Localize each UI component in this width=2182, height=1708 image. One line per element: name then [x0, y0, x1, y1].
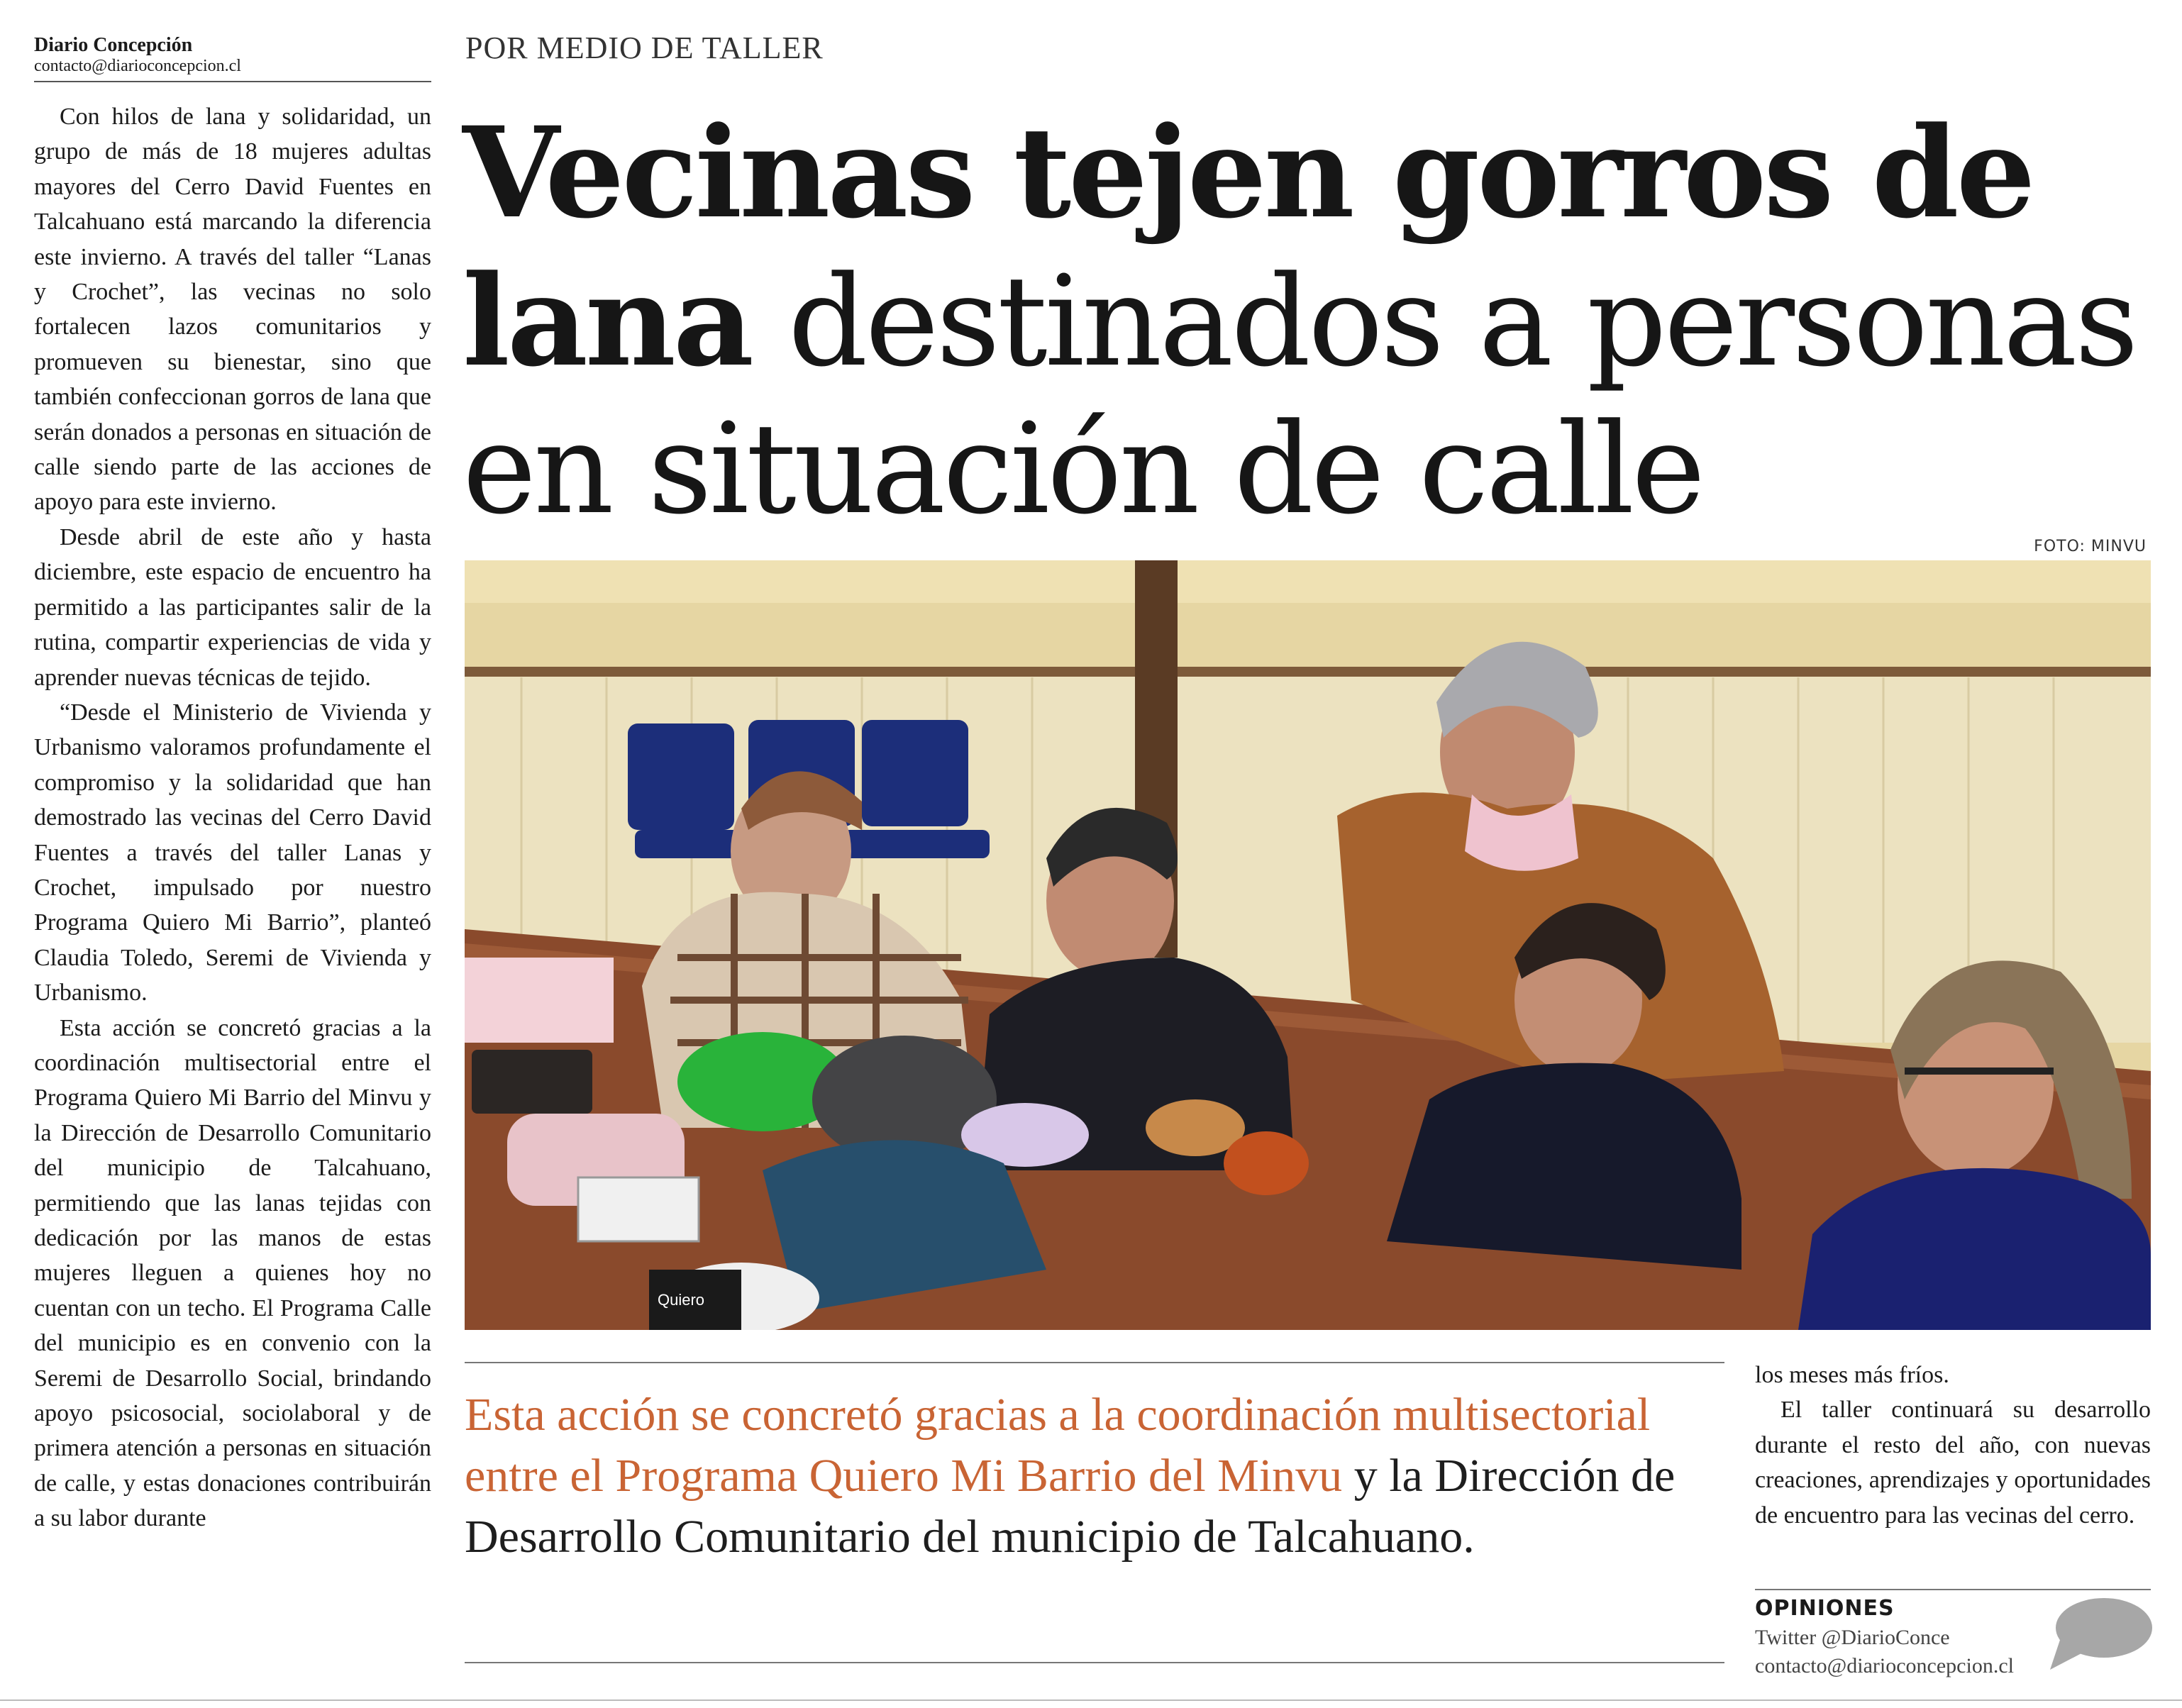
headline-regular: destinados a personas en situación de calle [463, 249, 2136, 542]
byline-email: contacto@diarioconcepcion.cl [34, 57, 241, 75]
article-body-left-column [34, 99, 431, 1681]
article-body-right-column [1755, 1358, 2151, 1533]
headline [463, 99, 2151, 543]
speech-bubble-icon [2047, 1596, 2154, 1674]
opinions-divider [1755, 1589, 2151, 1590]
publication-name: Diario Concepción [34, 34, 193, 56]
body-paragraph: El taller continuará su desarrollo durante el resto del año, con nuevas creaciones, aprendizajes y oportunidades de encuentro para las vecinas del cerro. [1755, 1397, 2151, 1529]
body-paragraph: Con hilos de lana y solidaridad, un grupo de más de 18 mujeres adultas mayores del Cerro David Fuentes en Talcahuano está marcando la diferencia este invierno. A través del taller “Lanas y Crochet”, las vecinas no solo fortalecen lazos comunitarios y promueven su bienestar, sino que también confeccionan gorros de lana que serán donados a personas en situación de calle siendo parte de las acciones de apoyo para este invierno. [34, 104, 431, 516]
photo-illustration [465, 560, 2151, 1330]
headline-bold: Vecinas tejen gorros de lana [463, 99, 2033, 394]
photo-credit: FOTO: MINVU [2034, 538, 2147, 555]
pull-quote [465, 1385, 1724, 1568]
page-bottom-rule [0, 1699, 2182, 1701]
pull-quote-rest: y la Dirección de Desarrollo Comunitario del municipio de Talcahuano. [465, 1450, 1676, 1563]
body-paragraph: Esta acción se concretó gracias a la coordinación multisectorial entre el Programa Quiero Mi Barrio del Minvu y la Dirección de Desarrollo Comunitario del municipio de Talcahuano, permitiendo que las lanas tejidas con dedicación por las manos de estas mujeres lleguen a quienes hoy no cuentan con un techo. El Programa Calle del municipio es en convenio con la Seremi de Desarrollo Social, brindando apoyo psicosocial, sociolaboral y de primera atención a personas en situación de calle, y estas donaciones contribuirán a su labor durante [34, 1014, 431, 1532]
body-continuation: los meses más fríos. [1755, 1362, 1949, 1388]
opinions-twitter: Twitter @DiarioConce [1755, 1626, 1950, 1649]
body-paragraph: “Desde el Ministerio de Vivienda y Urbanismo valoramos profundamente el compromiso y la solidaridad que han demostrado las vecinas del Cerro David Fuentes a través del taller Lanas y Crochet, impulsado por nuestro Programa Quiero Mi Barrio”, planteó Claudia Toledo, Seremi de Vivienda y Urbanismo. [34, 699, 431, 1006]
kicker: POR MEDIO DE TALLER [465, 30, 824, 65]
opinions-email: contacto@diarioconcepcion.cl [1755, 1654, 2014, 1678]
opinions-label: OPINIONES [1755, 1596, 1895, 1621]
article-photo [465, 560, 2151, 1330]
pull-quote-bottom-rule [465, 1662, 1724, 1663]
pull-quote-top-rule [465, 1362, 1724, 1363]
byline-divider [34, 81, 431, 82]
body-paragraph: Desde abril de este año y hasta diciembre, este espacio de encuentro ha permitido a las participantes salir de la rutina, compartir experiencias de vida y aprender nuevas técnicas de tejido. [34, 523, 431, 691]
pull-quote-highlight: Esta acción se concretó gracias a la coordinación multisectorial entre el Programa Quiero Mi Barrio del Minvu [465, 1389, 1651, 1502]
byline [34, 34, 431, 75]
book-cover-text: Quiero [658, 1291, 705, 1309]
